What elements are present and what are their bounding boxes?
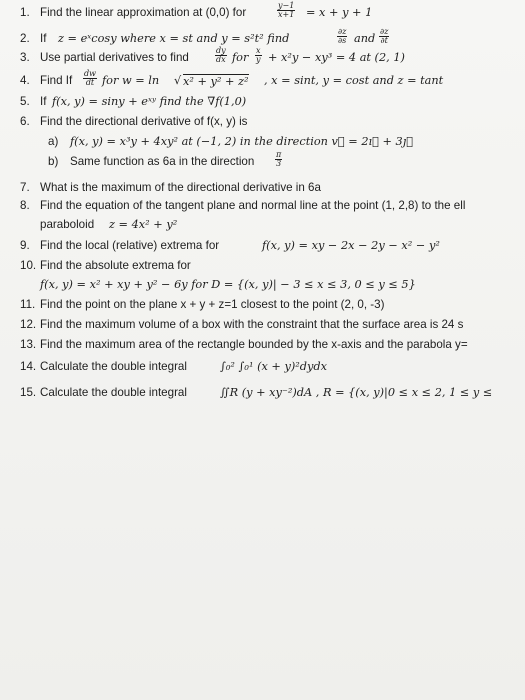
equation: for w = ln [102,74,160,87]
equation: z = 4x² + y² [109,218,178,231]
problem-text: What is the maximum of the directional derivative in 6a [40,181,321,194]
problem-number: 4. [20,74,30,87]
equation: f(x, y) = x² + xy + y² − 6y for D = {(x, y)| − 3 ≤ x ≤ 3, 0 ≤ y ≤ 5} [40,278,416,291]
problem-number: 3. [20,51,30,64]
and-text: and [354,32,376,45]
problem-number: 6. [20,115,30,128]
problem-text: Find the maximum area of the rectangle bounded by the x-axis and the parabola y= [40,338,468,351]
equation: f(x, y) = siny + eˣʸ find the ∇f(1,0) [52,95,247,108]
subpart-label: b) [48,155,59,168]
problem-number: 1. [20,6,30,19]
equation: ∫₀² ∫₀¹ (x + y)²dydx [220,360,328,373]
problem-text: Calculate the double integral [40,360,187,373]
blank-paper-area [0,410,525,700]
problem-number: 11. [20,298,36,311]
fraction: $\frac{y-1}{x+1}$ [278,1,295,19]
equation-tail: , x = sint, y = cost and z = tant [264,74,444,87]
problem-text: Find the absolute extrema for [40,259,191,272]
problem-text: If [40,32,47,45]
problem-number: 5. [20,95,30,108]
sqrt-radicand: x² + y² + z² [183,75,249,88]
problem-number: 7. [20,181,30,194]
sqrt-sign: √ [174,74,182,87]
partial-z-t: $\frac{\partial z}{\partial t}$ [380,27,389,45]
equation: z = eˣcosy where x = st and y = s²t² find [58,32,290,45]
problem-text: Use partial derivatives to find [40,51,189,64]
problem-number: 15. [20,386,37,399]
problem-text: If [40,95,47,108]
problem-number: 12. [20,318,37,331]
problem-number: 9. [20,239,30,252]
equation: + x²y − xy³ = 4 at (2, 1) [268,51,405,64]
problem-text: Same function as 6a in the direction [70,155,255,168]
partial-z-s: $\frac{\partial z}{\partial s}$ [338,27,347,45]
problem-number: 13. [20,338,37,351]
equation: = x + y + 1 [306,6,373,19]
problem-number: 10. [20,259,37,272]
problem-text: Calculate the double integral [40,386,187,399]
equation: f(x, y) = xy − 2x − 2y − x² − y² [262,239,440,252]
problem-text: Find the maximum volume of a box with the constraint that the surface area is 24 s [40,318,464,331]
problem-number: 14. [20,360,37,373]
subpart-label: a) [48,135,59,148]
equation: f(x, y) = x³y + 4xy² at (−1, 2) in the direction v⃗ = 2ı⃗ + 3ȷ⃗ [70,135,414,148]
problem-text: Find the point on the plane x + y + z=1 closest to the point (2, 0, -3) [40,298,385,311]
problem-text: Find the directional derivative of f(x, y) is [40,115,248,128]
problem-text: paraboloid [40,218,95,231]
for-text: for [232,51,249,64]
derivative: $\frac{dy}{dx}$ [216,46,226,64]
problem-text: Find the equation of the tangent plane and normal line at the point (1, 2,8) to the ell [40,199,466,212]
problem-text: Find the linear approximation at (0,0) for [40,6,247,19]
problem-number: 2. [20,32,30,45]
fraction: $\frac{x}{y}$ [256,46,261,64]
problem-text: Find the local (relative) extrema for [40,239,220,252]
angle-fraction: $\frac{\pi}{3}$ [276,150,282,168]
equation: ∬R (y + xy⁻²)dA , R = {(x, y)|0 ≤ x ≤ 2, 1 ≤ y ≤ [220,386,493,399]
derivative: $\frac{dw}{dt}$ [84,69,96,87]
problem-text: Find If [40,74,73,87]
problem-number: 8. [20,199,30,212]
